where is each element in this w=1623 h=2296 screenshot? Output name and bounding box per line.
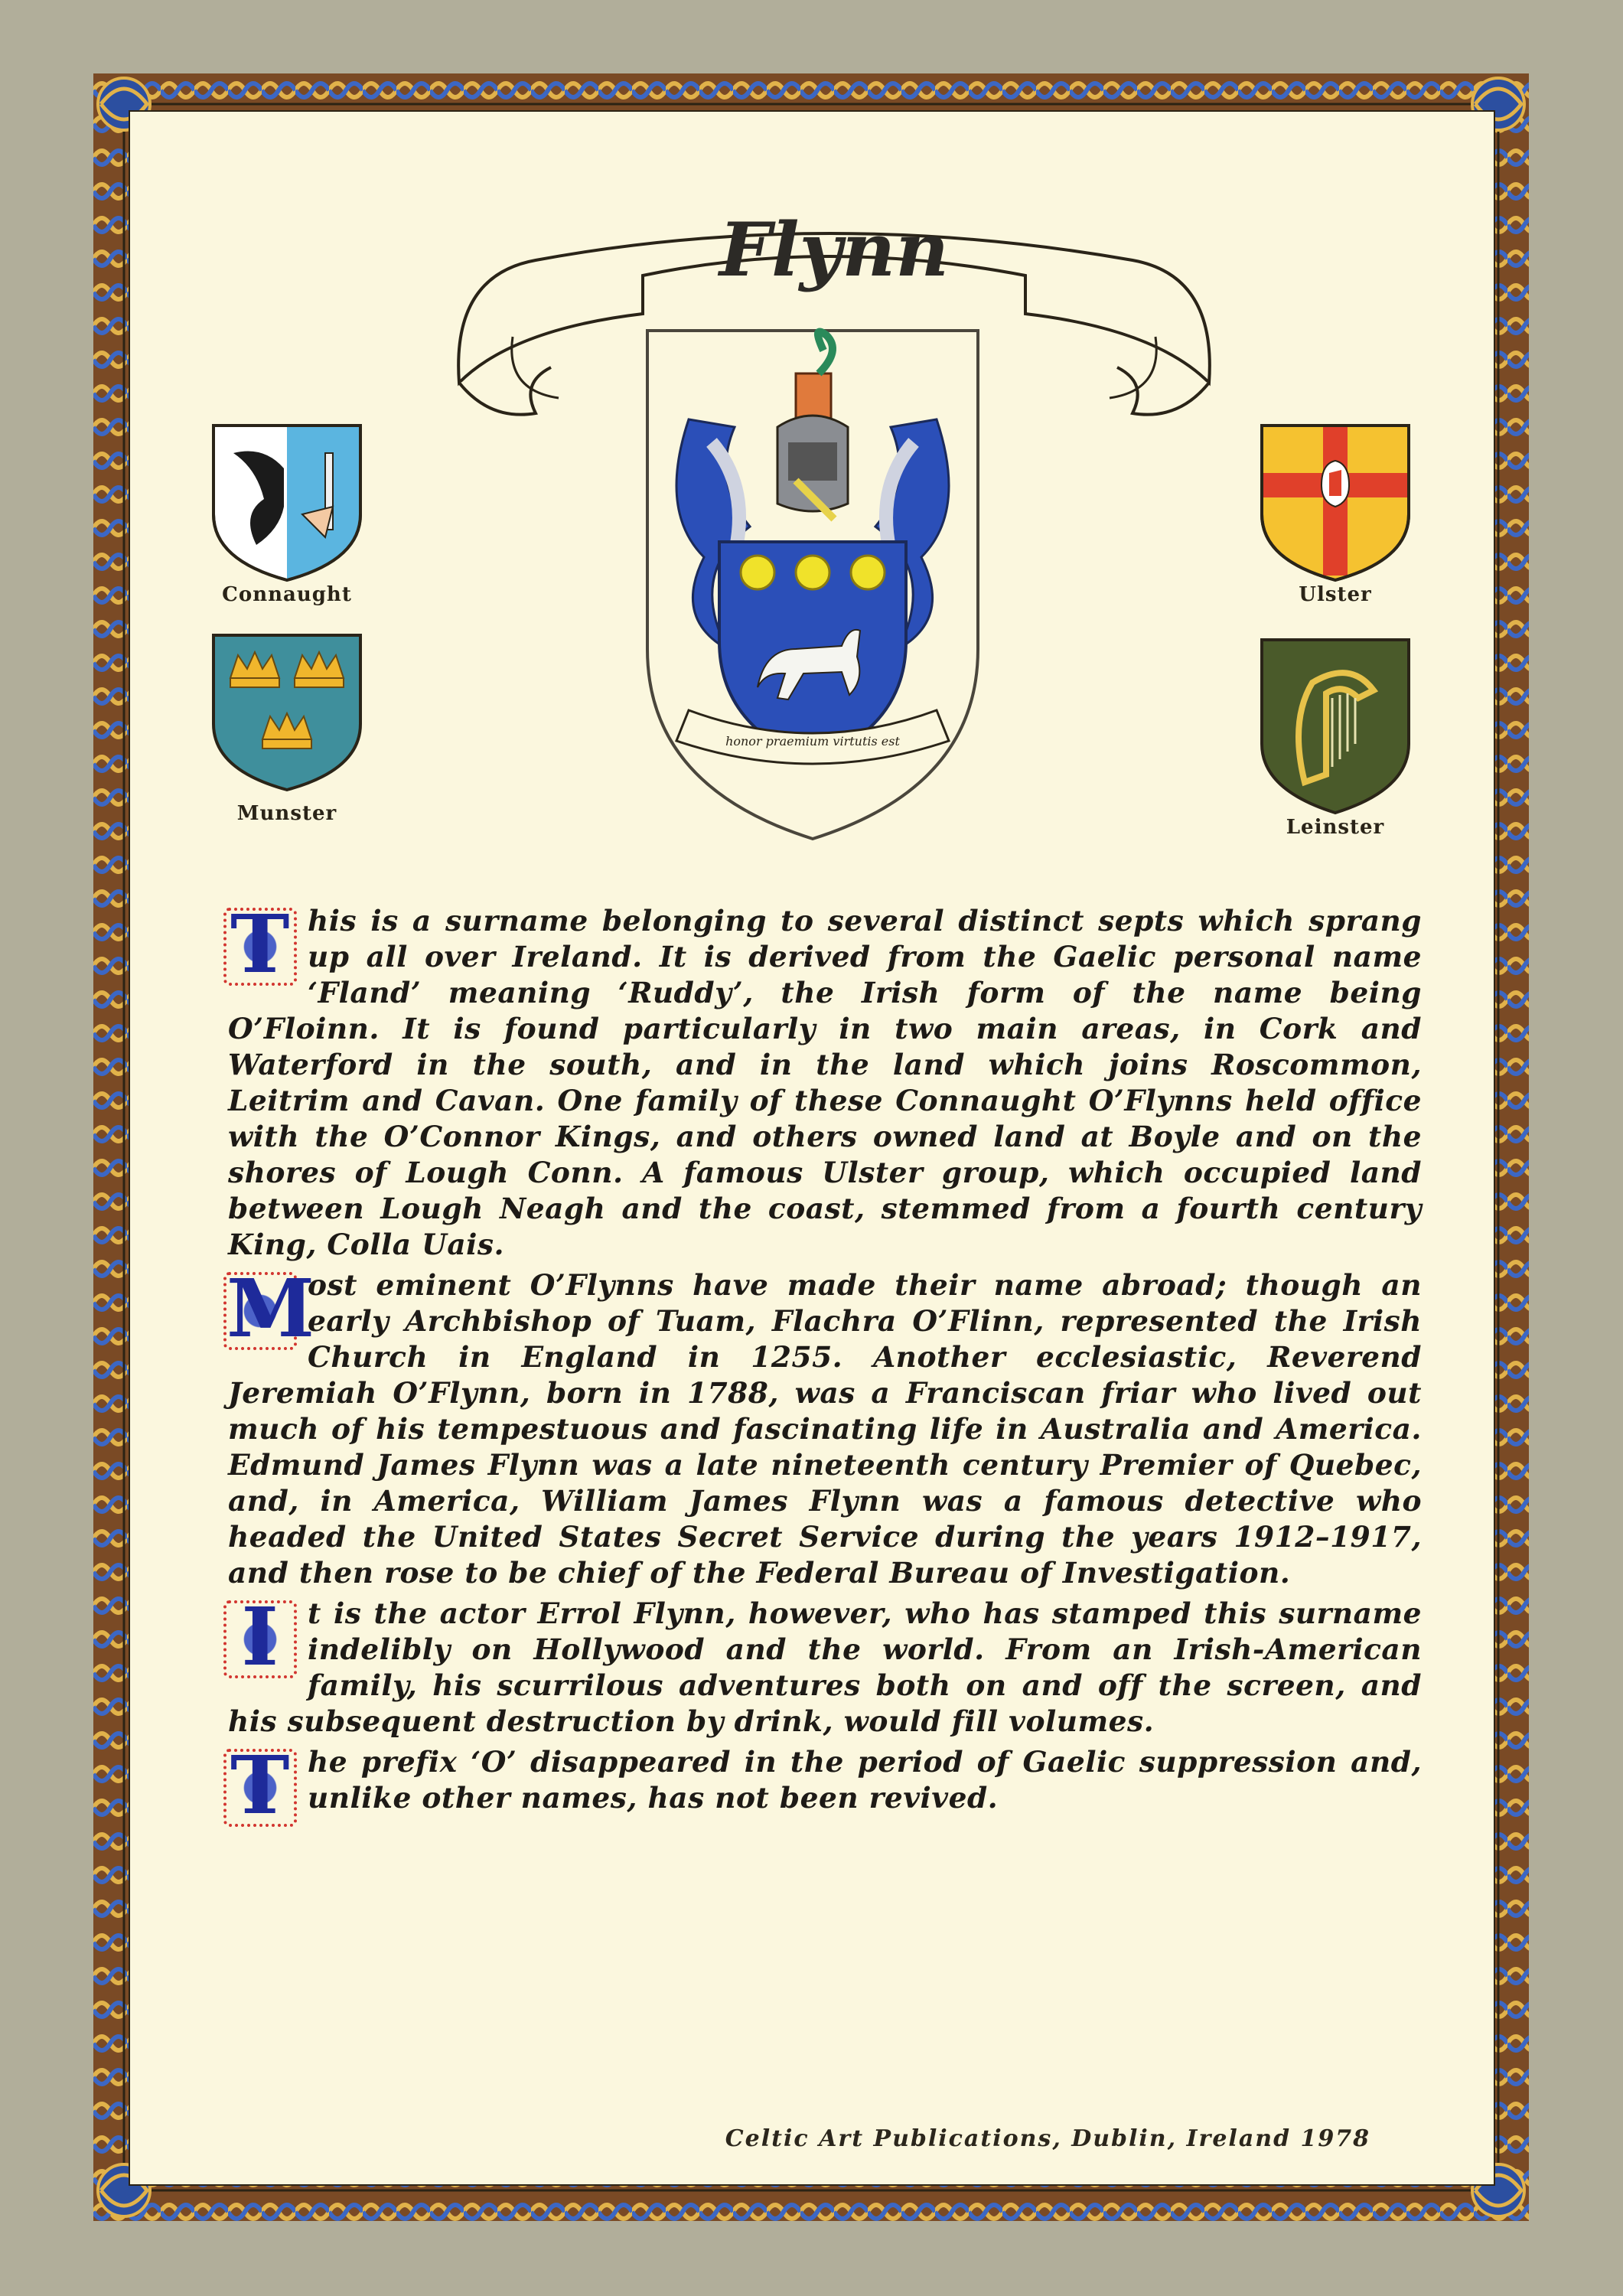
paragraph-text: t is the actor Errol Flynn, however, who has stamped this surname indelibly on Hollywood and the world. From an Irish-American family, his scurrilous adventures both on and off the screen, and his subsequent destruction by drink, would fill volumes. bbox=[228, 1596, 1422, 1738]
coat-of-arms bbox=[643, 328, 983, 842]
paragraph-1 bbox=[228, 897, 1422, 1263]
history-text bbox=[227, 897, 1422, 1832]
motto: honor praemium virtutis est bbox=[725, 734, 900, 748]
paragraph-text: ost eminent O’Flynns have made their name abroad; though an early Archbishop of Tuam, Flachra O’Flinn, represented the Irish Church in England in 1255. Another ecclesiastic, Reverend Jeremiah O’Flynn, born in 1788, was a Franciscan friar who lived out much of his tempestuous and fascinating life in Australia and America. Edmund James Flynn was a late nineteenth century Premier of Quebec, and, in America, William James Flynn was a famous detective who headed the United States Secret Service during the years 1912–1917, and then rose to be chief of the Federal Bureau of Investigation. bbox=[228, 1268, 1422, 1590]
connaught-shield bbox=[207, 422, 367, 606]
paragraph-text: he prefix ‘O’ disappeared in the period of Gaelic suppression and, unlike other names, has not been revived. bbox=[308, 1745, 1422, 1815]
munster-label: Munster bbox=[236, 802, 337, 825]
paragraph-4 bbox=[228, 1738, 1422, 1832]
connaught-label: Connaught bbox=[222, 583, 352, 606]
leinster-shield bbox=[1255, 637, 1416, 839]
ulster-label: Ulster bbox=[1299, 583, 1372, 606]
illuminated-initial: I bbox=[223, 1600, 297, 1678]
munster-shield bbox=[207, 632, 367, 825]
paragraph-3 bbox=[228, 1590, 1422, 1740]
leinster-label: Leinster bbox=[1286, 816, 1385, 839]
paragraph-2 bbox=[227, 1261, 1422, 1591]
illuminated-initial: T bbox=[223, 908, 297, 986]
illuminated-initial: M bbox=[223, 1272, 297, 1350]
ulster-shield bbox=[1255, 422, 1416, 606]
publisher-footer: Celtic Art Publications, Dublin, Ireland 1978 bbox=[725, 2125, 1370, 2152]
illuminated-initial: T bbox=[223, 1749, 297, 1827]
paragraph-text: his is a surname belonging to several distinct septs which sprang up all over Ireland. It is derived from the Gaelic personal name ‘Fland’ meaning ‘Ruddy’, the Irish form of the name being O’Floinn. It is found particularly in two main areas, in Cork and Waterford in the south, and in the land which joins Roscommon, Leitrim and Cavan. One family of these Connaught O’Flynns held office with the O’Connor Kings, and others owned land at Boyle and on the shores of Lough Conn. A famous Ulster group, which occupied land between Lough Neagh and the coast, stemmed from a fourth century King, Colla Uais. bbox=[228, 904, 1422, 1261]
surname-title: Flynn bbox=[719, 207, 949, 293]
